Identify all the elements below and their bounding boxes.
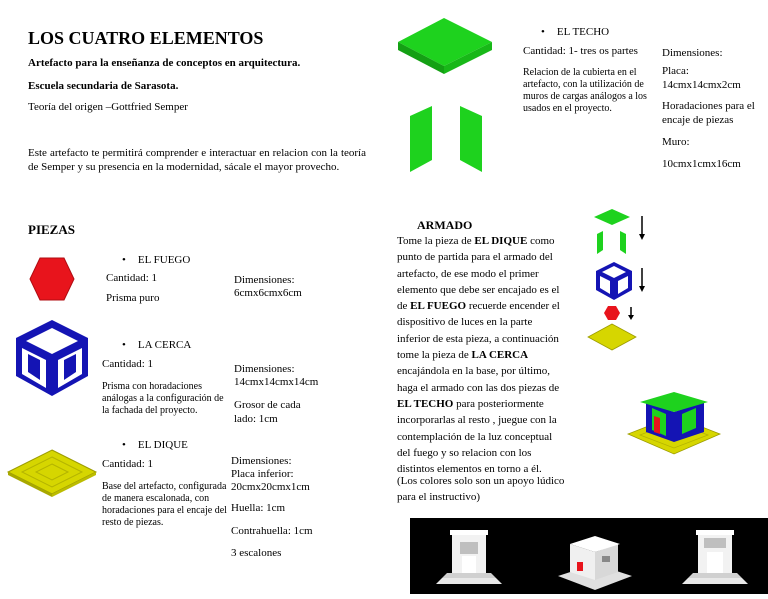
fuego-piece-image (28, 256, 76, 302)
dique-desc: Base del artefacto, configurada de manera escalonada, con horadaciones para el encaje del resto de piezas. (102, 481, 227, 528)
model-photos-panel (410, 518, 768, 594)
dique-contrahuella: Contrahuella: 1cm (231, 525, 313, 537)
fuego-cantidad: Cantidad: 1 (106, 272, 158, 284)
fuego-hexagon (30, 258, 74, 300)
techo-name: • EL TECHO (541, 26, 609, 38)
cerca-desc: Prisma con horadaciones análogas a la configuración de la fachada del proyecto. (102, 381, 224, 416)
page-title: LOS CUATRO ELEMENTOS (28, 28, 264, 48)
dique-dimensions: Placa inferior: 20cmx20cmx1cm (231, 468, 310, 493)
theory-line: Teoría del origen –Gottfried Semper (28, 101, 188, 113)
dique-piece-image (6, 448, 98, 498)
armado-note: (Los colores solo son un apoyo lúdico para el instructivo) (397, 475, 565, 504)
model-photo-back (682, 530, 748, 584)
intro-paragraph: Este artefacto te permitirá comprender e interactuar en relacion con la teoría de Semper y su presencia en la modernidad, sácale el mayor provecho. (28, 147, 366, 173)
techo-muro: 10cmx1cmx16cm (662, 158, 741, 170)
model-photo-perspective (558, 536, 632, 590)
techo-piece-image (396, 16, 496, 182)
school-name: Escuela secundaria de Sarasota. (28, 80, 179, 92)
piezas-heading: PIEZAS (28, 222, 75, 237)
techo-horadaciones: Horadaciones para el encaje de piezas (662, 100, 755, 126)
model-photo-front (436, 530, 502, 584)
techo-placa: Placa: 14cmx14cmx2cm (662, 65, 741, 91)
cerca-cantidad: Cantidad: 1 (102, 358, 154, 370)
armado-heading: ARMADO (417, 218, 473, 232)
dique-huella: Huella: 1cm (231, 502, 286, 514)
cerca-piece-image (12, 318, 92, 398)
armado-paragraph: Tome la pieza de EL DIQUE como punto de partida para el armado del artefacto, de ese modo el primer elemento que debe ser encajado es el de EL FUEGO recuerde encender el dispositivo de luces en la parte inferior de esta pieza, a continuación tome la pieza de LA CERCA encajándola en la base, por último, haga el armado con las dos piezas de EL TECHO para posteriormente incorporarlas al resto , juegue con la contemplación de la luz conceptual del fuego y so relacion con los distintos elementos en torno a él. (397, 235, 560, 476)
assembled-model-image (626, 378, 722, 456)
dique-name: • EL DIQUE (122, 439, 188, 451)
techo-desc: Relacion de la cubierta en el artefacto, con la utilización de muros de cargas análogos a los usados en el proyecto. (523, 67, 647, 114)
techo-dimensions-label: Dimensiones: (662, 47, 723, 59)
dique-dimensions-label: Dimensiones: (231, 455, 292, 467)
cerca-grosor: Grosor de cada lado: 1cm (234, 399, 301, 425)
model-photos (410, 518, 768, 594)
fuego-desc: Prisma puro (106, 292, 160, 304)
dique-escalones: 3 escalones (231, 547, 282, 559)
fuego-name: • EL FUEGO (122, 254, 190, 266)
techo-muro-label: Muro: (662, 136, 690, 148)
techo-cantidad: Cantidad: 1- tres os partes (523, 45, 638, 57)
subtitle: Artefacto para la enseñanza de conceptos en arquitectura. (28, 57, 301, 69)
cerca-dimensions: Dimensiones: 14cmx14cmx14cm (234, 363, 319, 388)
assembly-sequence-diagram (586, 206, 652, 356)
dique-cantidad: Cantidad: 1 (102, 458, 154, 470)
fuego-dimensions: Dimensiones: 6cmx6cmx6cm (234, 274, 302, 299)
cerca-name: • LA CERCA (122, 339, 191, 351)
